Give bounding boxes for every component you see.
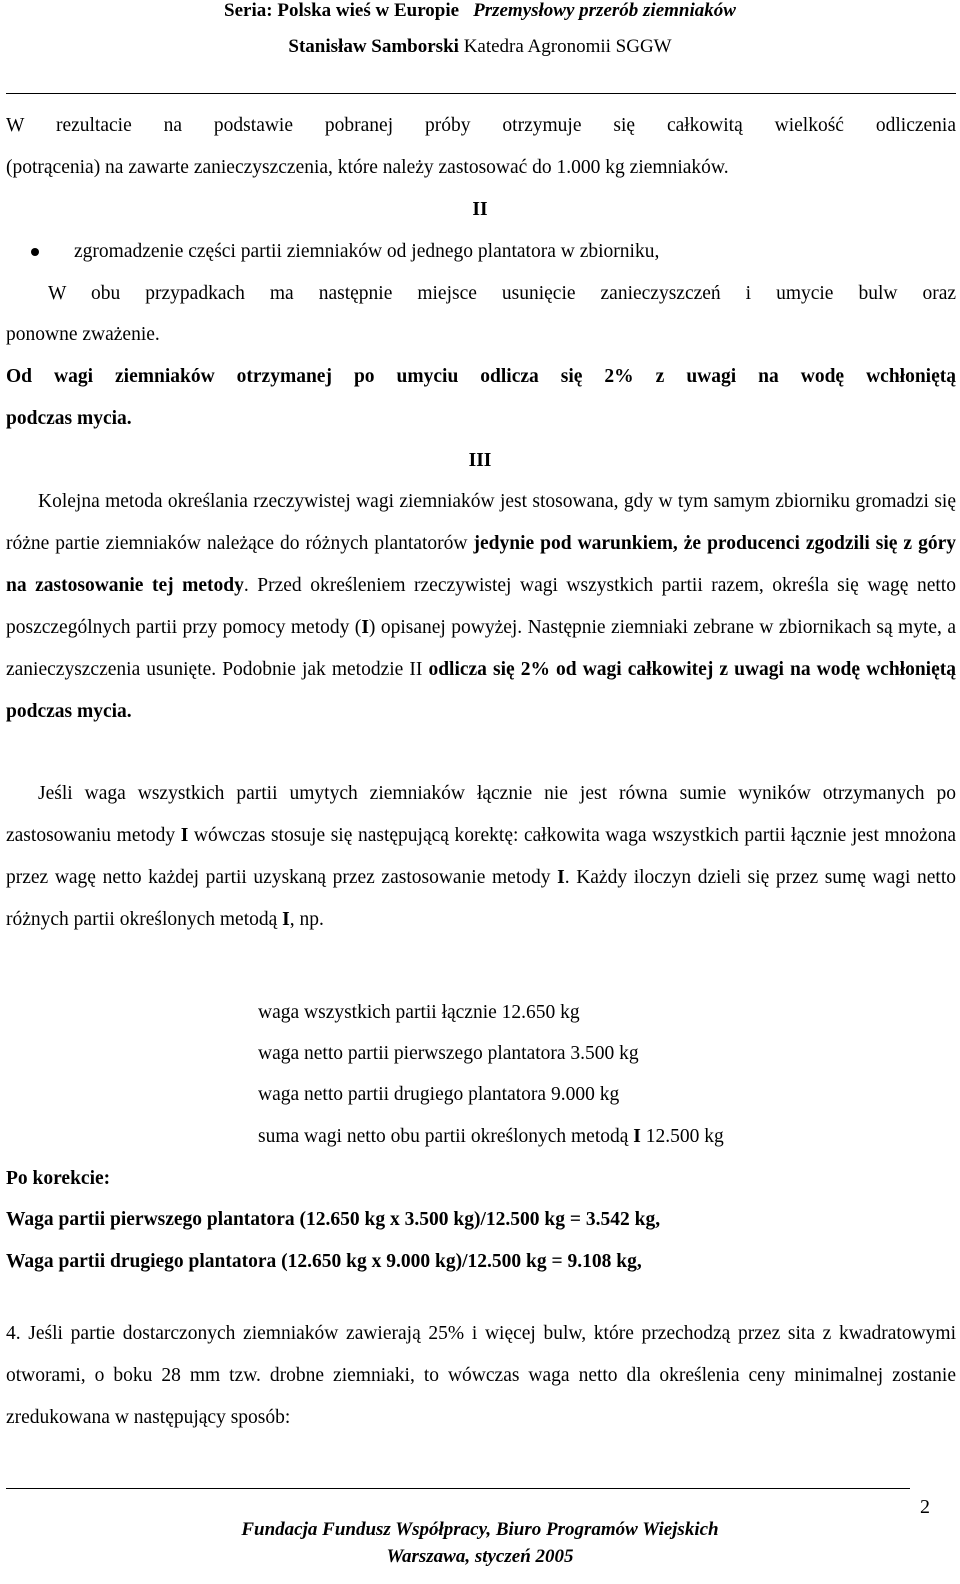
section3-paragraph-1 <box>6 481 956 733</box>
example-line-4-value: 12.500 kg <box>640 1126 724 1147</box>
p2-method-ref: I <box>180 825 189 846</box>
p2-text: . Każdy iloczyn dzieli się przez sumę wagi netto różnych partii określonych metodą <box>6 867 956 930</box>
example-line-1: waga wszystkich partii łącznie 12.650 kg <box>258 1002 580 1023</box>
correction-label: Po korekcie: <box>6 1168 111 1189</box>
p1-text: . Przed określeniem rzeczywistej wagi wszystkich partii razem, określa się wagę netto poszczególnych partii przy pomocy metody ( <box>6 575 956 638</box>
correction-result-2: Waga partii drugiego plantatora (12.650 kg x 9.000 kg)/12.500 kg = 9.108 kg, <box>6 1251 642 1272</box>
section2-text-line-1: W obu przypadkach ma następnie miejsce usunięcie zanieczyszczeń i umycie bulw oraz <box>48 283 956 304</box>
section3-paragraph-2 <box>6 773 956 941</box>
intro-line-1: W rezultacie na podstawie pobranej próby otrzymuje się całkowitą wielkość odliczenia <box>6 115 956 136</box>
p1-text: Kolejna metoda określania rzeczywistej wagi ziemniaków jest stosowana, gdy w tym samym zbiorniku gromadzi się różne partie ziemniaków należące do różnych plantatorów <box>6 491 956 554</box>
section2-text-line-2: ponowne zważenie. <box>6 324 160 345</box>
section-heading-3: III <box>468 450 492 471</box>
author-department: Katedra Agronomii SGGW <box>463 36 672 57</box>
example-line-4 <box>258 1125 724 1149</box>
p2-text: Jeśli waga wszystkich partii umytych ziemniaków łącznie nie jest równa sumie wyników otrzymanych po zastosowaniu metody <box>6 783 956 846</box>
p1-method-ref: I <box>361 617 369 638</box>
p2-text: wówczas stosuje się następującą korektę: całkowita waga wszystkich partii łącznie jest mnożona przez wagę netto każdej partii uzyskaną przez zastosowanie metody <box>6 825 956 888</box>
p1-text: ) opisanej powyżej. Następnie ziemniaki zebrane w zbiornikach są myte, a zanieczyszczenia usunięte. Podobnie jak metodzie II <box>6 617 957 680</box>
section2-bold-line-2: podczas mycia. <box>6 408 132 429</box>
section-heading-2: II <box>472 199 488 220</box>
publication-title: Przemysłowy przerób ziemniaków <box>473 0 736 21</box>
page-number: 2 <box>920 1496 930 1518</box>
series-title: Seria: Polska wieś w Europie <box>224 0 460 21</box>
point-4-paragraph: 4. Jeśli partie dostarczonych ziemniaków zawierają 25% i więcej bulw, które przechodzą przez sita z kwadratowymi otworami, o boku 28 mm tzw. drobne ziemniaki, to wówczas waga netto dla określenia ceny minimalnej zostanie zredukowana w następujący sposób: <box>6 1323 956 1428</box>
footer-foundation: Fundacja Fundusz Współpracy, Biuro Programów Wiejskich <box>241 1519 719 1540</box>
example-line-2: waga netto partii pierwszego plantatora 3.500 kg <box>258 1043 639 1064</box>
header-rule <box>6 93 956 94</box>
header-author-line <box>0 36 960 58</box>
intro-line-2: (potrącenia) na zawarte zanieczyszczenia, które należy zastosować do 1.000 kg ziemniaków. <box>6 157 729 178</box>
footer-rule <box>6 1488 910 1489</box>
example-line-3: waga netto partii drugiego plantatora 9.000 kg <box>258 1084 620 1105</box>
correction-result-1: Waga partii pierwszego plantatora (12.650 kg x 3.500 kg)/12.500 kg = 3.542 kg, <box>6 1209 661 1230</box>
bullet-icon <box>31 248 39 256</box>
header-series-line <box>0 0 960 22</box>
section2-bullet-text: zgromadzenie części partii ziemniaków od jednego plantatora w zbiorniku, <box>74 241 660 262</box>
p2-method-ref: I <box>557 867 565 888</box>
section2-bold-line-1: Od wagi ziemniaków otrzymanej po umyciu odlicza się 2% z uwagi na wodę wchłoniętą <box>6 366 956 387</box>
footer-date: Warszawa, styczeń 2005 <box>386 1546 574 1567</box>
p2-method-ref: I <box>282 909 290 930</box>
example-line-4-text: suma wagi netto obu partii określonych metodą <box>258 1126 634 1147</box>
p1-bold: jedynie pod warunkiem, że producenci zgodzili się z góry na zastosowanie tej metody <box>6 533 956 596</box>
p2-text: , np. <box>289 909 324 930</box>
example-method-ref: I <box>633 1126 641 1147</box>
p1-bold: odlicza się 2% od wagi całkowitej z uwagi na wodę wchłoniętą podczas mycia. <box>6 659 956 722</box>
author-name: Stanisław Samborski <box>288 36 459 57</box>
